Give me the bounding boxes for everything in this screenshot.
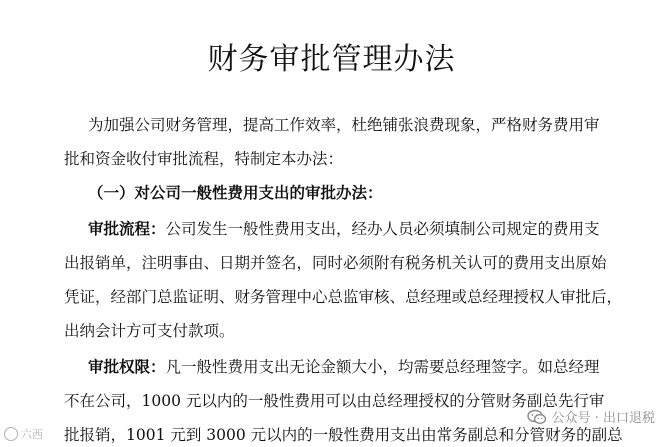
flow-paragraph-line-1 [88, 212, 600, 246]
flow-label: 审批流程： [88, 220, 166, 238]
wechat-icon [527, 409, 547, 425]
intro-line-1: 为加强公司财务管理，提高工作效率，杜绝铺张浪费现象，严格财务费用审 [88, 116, 600, 134]
watermark-right-text: 公众号 · 出口退税 [551, 411, 655, 426]
section-heading: （一）对公司一般性费用支出的审批办法： [88, 184, 383, 202]
flow-paragraph-line-3: 凭证，经部门总监证明、财务管理中心总监审核、总经理或总经理授权人审批后， [64, 288, 623, 306]
authority-paragraph-line-3: 批报销，1001 元到 3000 元以内的一般性费用支出由常务副总和分管财务的副总 [64, 426, 623, 444]
watermark-left [4, 426, 43, 442]
watermark-left-text: 六西 [21, 428, 43, 441]
authority-label: 审批权限： [88, 358, 166, 376]
watermark-logo-icon [4, 427, 18, 441]
flow-text-1: 公司发生一般性费用支出，经办人员必须填制公司规定的费用支 [165, 220, 600, 238]
watermark-right [527, 407, 655, 426]
authority-paragraph-line-2: 不在公司，1000 元以内的一般性费用可以由总经理授权的分管财务副总先行审 [64, 392, 605, 410]
authority-paragraph-line-1 [88, 350, 600, 384]
document-title: 财务审批管理办法 [207, 42, 456, 77]
flow-paragraph-line-2: 出报销单，注明事由、日期并签名，同时必须附有税务机关认可的费用支出原始 [64, 254, 607, 272]
authority-text-1: 凡一般性费用支出无论金额大小，均需要总经理签字。如总经理 [165, 358, 600, 376]
intro-line-2: 批和资金收付审批流程，特制定本办法： [64, 150, 344, 168]
flow-paragraph-line-4: 出纳会计方可支付款项。 [64, 322, 235, 340]
